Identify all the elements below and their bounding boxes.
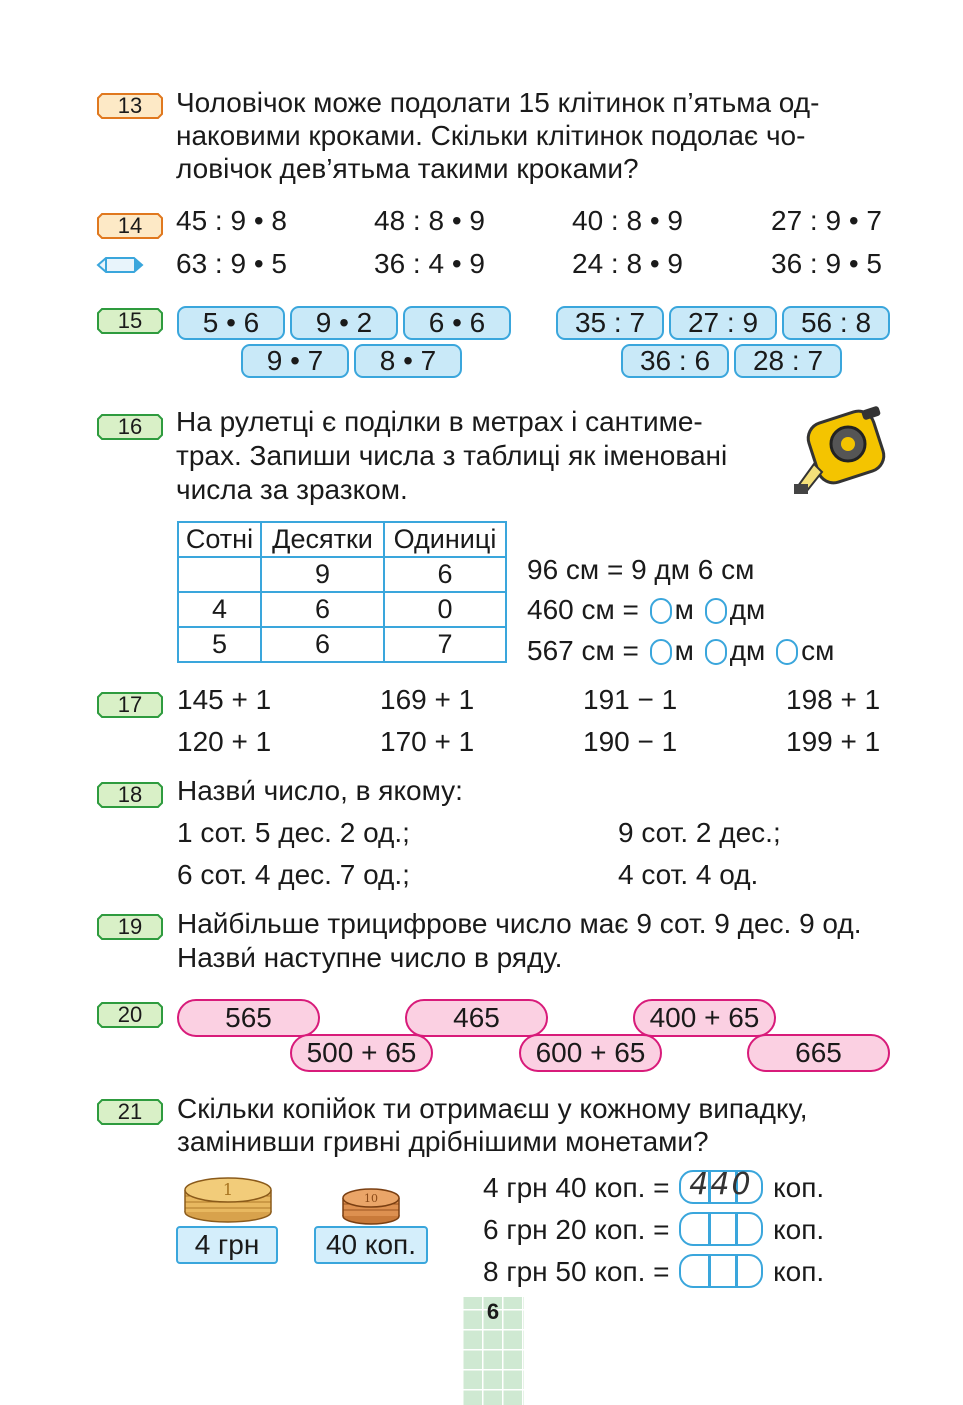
card-9x2[interactable]: 9 • 2 (290, 306, 398, 340)
task-17-expr-5: 120 + 1 (177, 726, 272, 757)
table-cell: 7 (384, 627, 506, 662)
svg-text:10: 10 (364, 1192, 378, 1205)
task-16-line-2: трах. Запиши числа з таблиці як іменовані (176, 440, 728, 471)
task-19-line-2: Назви́ наступне число в ряду. (177, 942, 563, 973)
answer-boxes[interactable]: 440 (679, 1170, 763, 1204)
number-blob-565[interactable]: 565 (177, 999, 320, 1037)
number-blob-500-plus-65[interactable]: 500 + 65 (290, 1034, 433, 1072)
table-cell (178, 557, 261, 592)
number-blob-465[interactable]: 465 (405, 999, 548, 1037)
card-9x7[interactable]: 9 • 7 (241, 344, 349, 378)
card-27div9[interactable]: 27 : 9 (669, 306, 777, 340)
task-15-badge: 15 (97, 308, 163, 334)
task-13-line-3: ловічок дев’ятьма такими кроками? (176, 153, 639, 184)
coin-label-hryvnia: 4 грн (176, 1226, 278, 1264)
svg-text:1: 1 (222, 1180, 234, 1199)
card-6x6[interactable]: 6 • 6 (403, 306, 511, 340)
table-cell: 4 (178, 592, 261, 627)
conversion-460: 460 см = м дм (527, 594, 766, 625)
conversion-example: 96 см = 9 дм 6 см (527, 554, 755, 585)
answer-box-meters[interactable] (650, 598, 672, 624)
task-21-line-2: замінивши гривні дрібнішими монетами? (177, 1126, 709, 1157)
kopeck-coin-stack-icon (341, 1186, 401, 1226)
number-blob-600-plus-65[interactable]: 600 + 65 (519, 1034, 662, 1072)
task-21-line-1: Скільки копійок ти отримаєш у кожному випадку, (177, 1093, 808, 1124)
task-16-line-3: числа за зразком. (176, 474, 408, 505)
task-17-badge: 17 (97, 692, 163, 718)
task-14-expr-5: 63 : 9 • 5 (176, 248, 287, 279)
table-header-hundreds: Сотні (178, 522, 261, 557)
table-cell: 6 (261, 592, 384, 627)
task-18-item-4: 4 сот. 4 од. (618, 859, 759, 890)
answer-box-decimeters[interactable] (705, 639, 727, 665)
number-blob-400-plus-65[interactable]: 400 + 65 (633, 999, 776, 1037)
task-14-expr-2: 48 : 8 • 9 (374, 205, 485, 236)
pencil-icon (96, 256, 144, 274)
money-eq-2: 6 грн 20 коп. = коп. (483, 1214, 825, 1245)
page-number-tab (462, 1297, 524, 1405)
task-13-badge: 13 (97, 93, 163, 119)
task-18-item-1: 1 сот. 5 дес. 2 од.; (177, 817, 410, 848)
task-18-item-3: 6 сот. 4 дес. 7 од.; (177, 859, 410, 890)
task-18-title: Назви́ число, в якому: (177, 775, 463, 806)
task-14-expr-6: 36 : 4 • 9 (374, 248, 485, 279)
card-28div7[interactable]: 28 : 7 (734, 344, 842, 378)
card-56div8[interactable]: 56 : 8 (782, 306, 890, 340)
place-value-table (177, 521, 507, 663)
task-14-badge: 14 (97, 213, 163, 239)
card-5x6[interactable]: 5 • 6 (177, 306, 285, 340)
card-8x7[interactable]: 8 • 7 (354, 344, 462, 378)
answer-boxes[interactable] (679, 1254, 763, 1288)
task-18-badge: 18 (97, 782, 163, 808)
task-17-expr-3: 191 − 1 (583, 684, 678, 715)
table-header-units: Одиниці (384, 522, 506, 557)
task-16-badge: 16 (97, 414, 163, 440)
card-35div7[interactable]: 35 : 7 (556, 306, 664, 340)
table-cell: 6 (261, 627, 384, 662)
conversion-567: 567 см = м дм см (527, 635, 835, 666)
table-header-tens: Десятки (261, 522, 384, 557)
table-cell: 9 (261, 557, 384, 592)
task-19-badge: 19 (97, 914, 163, 940)
task-17-expr-8: 199 + 1 (786, 726, 881, 757)
table-cell: 6 (384, 557, 506, 592)
task-19-line-1: Найбільше трицифрове число має 9 сот. 9 дес. 9 од. (177, 908, 862, 939)
task-14-expr-4: 27 : 9 • 7 (771, 205, 882, 236)
task-13-line-1: Чоловічок може подолати 15 клітинок п’ятьма од- (176, 87, 820, 118)
task-13-line-2: наковими кроками. Скільки клітинок подолає чо- (176, 120, 806, 151)
task-16-line-1: На рулетці є поділки в метрах і сантиме- (176, 406, 703, 437)
task-14-expr-1: 45 : 9 • 8 (176, 205, 287, 236)
task-17-expr-6: 170 + 1 (380, 726, 475, 757)
money-eq-3: 8 грн 50 коп. = коп. (483, 1256, 825, 1287)
page-number: 6 (486, 1299, 500, 1324)
task-14-expr-8: 36 : 9 • 5 (771, 248, 882, 279)
card-36div6[interactable]: 36 : 6 (621, 344, 729, 378)
task-17-expr-2: 169 + 1 (380, 684, 475, 715)
task-18-item-2: 9 сот. 2 дес.; (618, 817, 781, 848)
answer-box-centimeters[interactable] (776, 639, 798, 665)
answer-box-meters[interactable] (650, 639, 672, 665)
task-17-expr-4: 198 + 1 (786, 684, 881, 715)
number-blob-665[interactable]: 665 (747, 1034, 890, 1072)
task-17-expr-1: 145 + 1 (177, 684, 272, 715)
money-eq-1: 4 грн 40 коп. = 440 коп. (483, 1167, 825, 1203)
task-14-expr-3: 40 : 8 • 9 (572, 205, 683, 236)
answer-box-decimeters[interactable] (705, 598, 727, 624)
table-cell: 0 (384, 592, 506, 627)
hryvnia-coin-stack-icon (183, 1172, 273, 1224)
task-21-badge: 21 (97, 1099, 163, 1125)
task-14-expr-7: 24 : 8 • 9 (572, 248, 683, 279)
tape-measure-image (792, 398, 892, 504)
task-17-expr-7: 190 − 1 (583, 726, 678, 757)
task-20-badge: 20 (97, 1002, 163, 1028)
table-cell: 5 (178, 627, 261, 662)
coin-label-kopecks: 40 коп. (314, 1226, 428, 1264)
answer-boxes[interactable] (679, 1212, 763, 1246)
